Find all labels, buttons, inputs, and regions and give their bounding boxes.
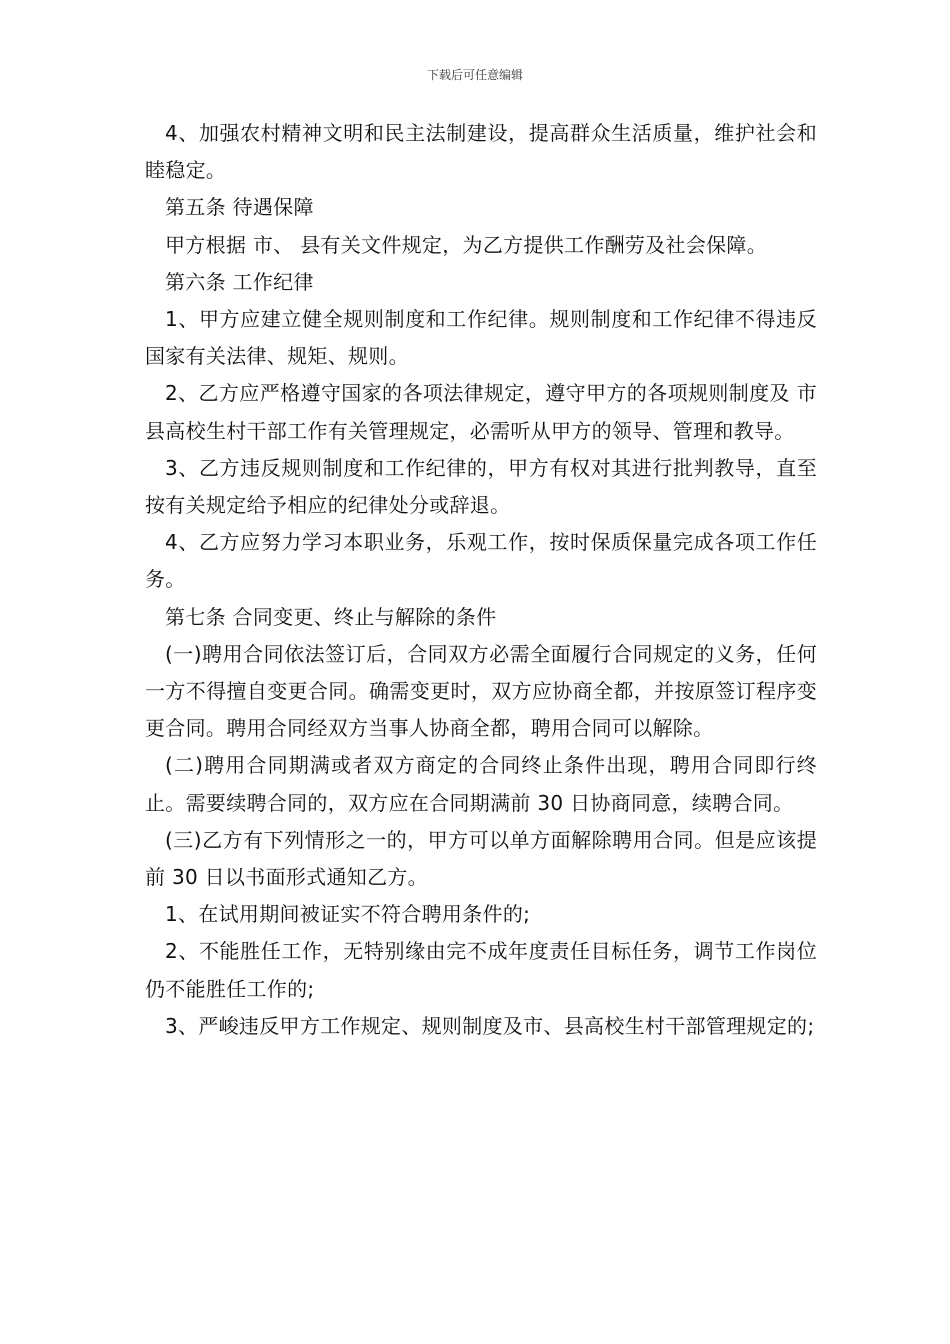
paragraph-condition-2: 2、不能胜任工作，无特别缘由完不成年度责任目标任务，调节工作岗位仍不能胜任工作的; (145, 939, 817, 1001)
paragraph-item-4-rural: 4、加强农村精神文明和民主法制建设，提高群众生活质量，维护社会和睦稳定。 (145, 121, 817, 183)
paragraph-benefits: 甲方根据 市、 县有关文件规定，为乙方提供工作酬劳及社会保障。 (165, 232, 768, 257)
paragraph-discipline-1: 1、甲方应建立健全规则制度和工作纪律。规则制度和工作纪律不得违反国家有关法律、规矩、规则。 (145, 307, 817, 369)
paragraph-clause-1: (一)聘用合同依法签订后，合同双方必需全面履行合同规定的义务，任何一方不得擅自变更合同。确需变更时，双方应协商全都，并按原签订程序变更合同。聘用合同经双方当事人协商全都，聘用合同可以解除。 (145, 641, 817, 741)
paragraph-condition-1: 1、在试用期间被证实不符合聘用条件的; (165, 902, 531, 927)
article-6-heading: 第六条 工作纪律 (165, 269, 314, 294)
article-7-heading: 第七条 合同变更、终止与解除的条件 (165, 604, 497, 629)
paragraph-discipline-3: 3、乙方违反规则制度和工作纪律的，甲方有权对其进行批判教导，直至按有关规定给予相应的纪律处分或辞退。 (145, 455, 817, 518)
paragraph-condition-3: 3、严峻违反甲方工作规定、规则制度及市、县高校生村干部管理规定的; (165, 1013, 815, 1038)
paragraph-discipline-2: 2、乙方应严格遵守国家的各项法律规定，遵守甲方的各项规则制度及 市 县高校生村干部工作有关管理规定，必需听从甲方的领导、管理和教导。 (145, 381, 817, 443)
paragraph-discipline-4: 4、乙方应努力学习本职业务，乐观工作，按时保质保量完成各项工作任务。 (145, 530, 817, 592)
paragraph-clause-2: (二)聘用合同期满或者双方商定的合同终止条件出现，聘用合同即行终止。需要续聘合同的，双方应在合同期满前 30 日协商同意，续聘合同。 (145, 753, 817, 815)
paragraph-clause-3: (三)乙方有下列情形之一的，甲方可以单方面解除聘用合同。但是应该提前 30 日以书面形式通知乙方。 (145, 827, 817, 890)
page-header: 下载后可任意编辑 (426, 68, 523, 82)
document-body (145, 115, 817, 1045)
article-5-heading: 第五条 待遇保障 (165, 195, 314, 220)
